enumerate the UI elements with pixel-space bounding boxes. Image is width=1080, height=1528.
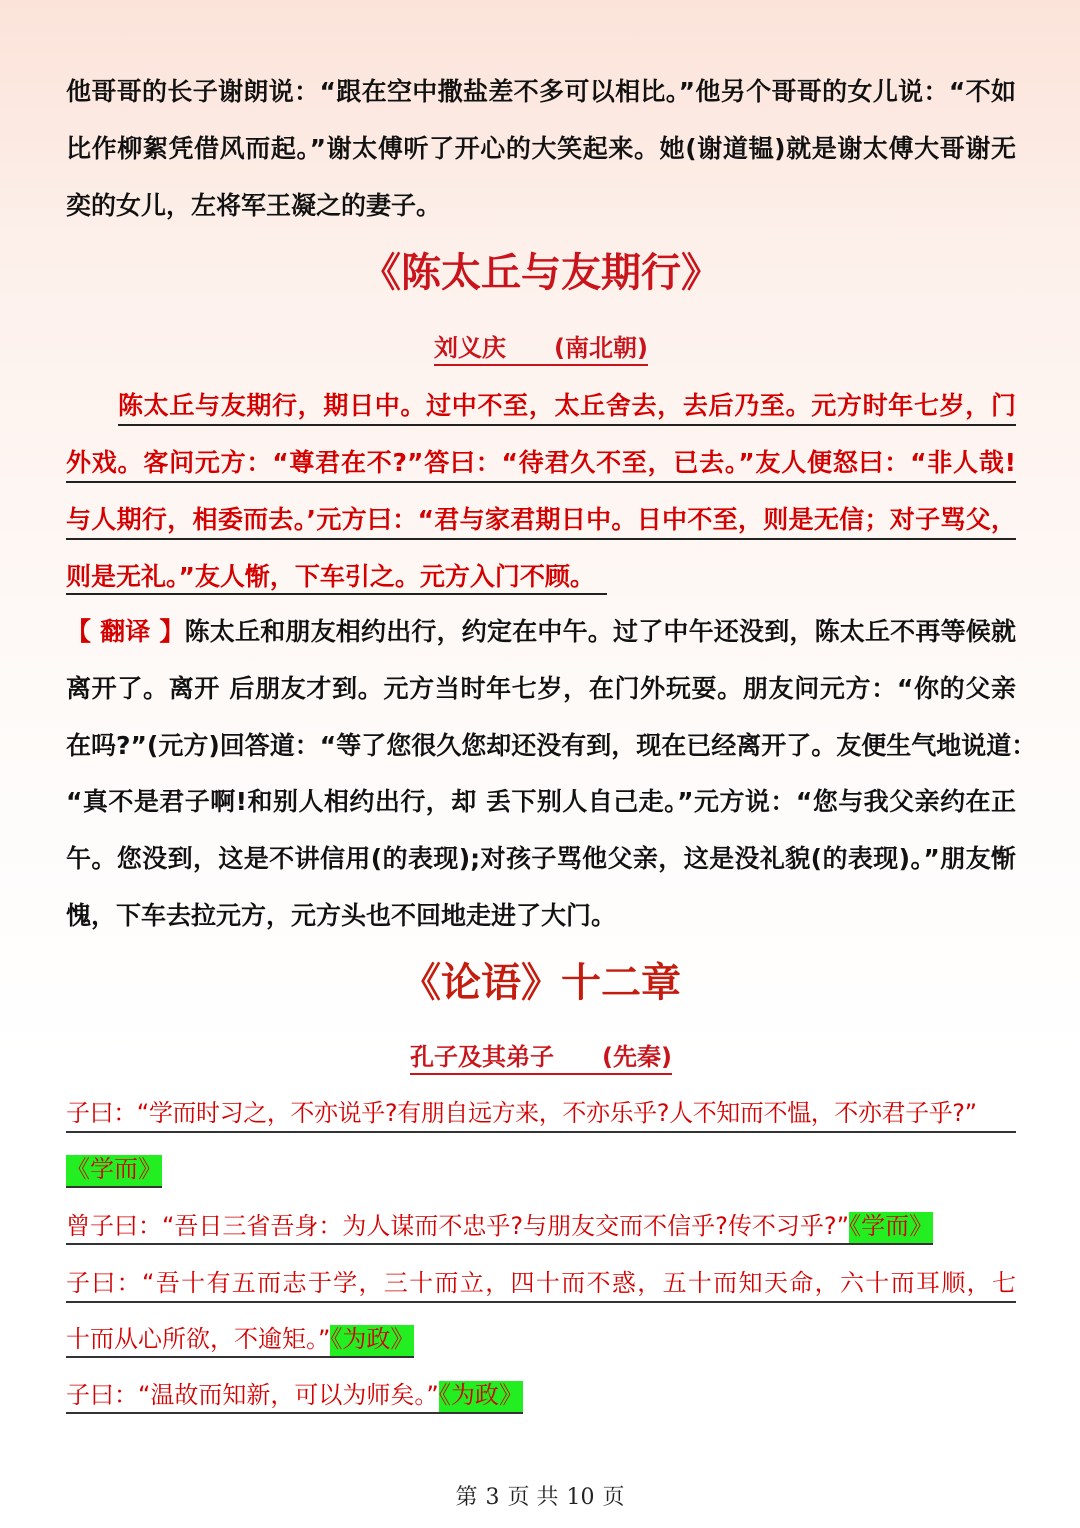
translation-line: 在吗?”(元方)回答道：“等了您很久您却还没有到，现在已经离开了。友便生气地说道： [66,731,1037,760]
intro-line: 他哥哥的长子谢朗说：“跟在空中撒盐差不多可以相比。”他另个哥哥的女儿说：“不如 [66,77,1016,106]
quote-source: 《学而》 [849,1212,933,1245]
quote-source: 《为政》 [439,1381,523,1414]
quote-line: 子曰：“温故而知新，可以为师矣。”《为政》 [66,1380,523,1410]
classical-text-line: 与人期行，相委而去。’元方曰：“君与家君期日中。日中不至，则是无信；对子骂父， [66,504,1016,540]
quote-source-row [66,1154,162,1184]
classical-text-line: 陈太丘与友期行，期日中。过中不至，太丘舍去，去后乃至。元方时年七岁，门 [118,390,1016,426]
section-title: 《陈太丘与友期行》 [361,249,721,296]
quote-line: 子曰：“吾十有五而志于学，三十而立，四十而不惑，五十而知天命，六十而耳顺，七 [66,1268,1016,1303]
section-title: 《论语》十二章 [401,959,681,1006]
quote-line: 曾子曰：“吾日三省吾身：为人谋而不忠乎?与朋友交而不信乎?传不习乎?”《学而》 [66,1211,933,1241]
translation-line: “真不是君子啊!和别人相约出行，却 丢下别人自己走。”元方说：“您与我父亲约在正 [66,787,1016,816]
section-author: 孔子及其弟子 (先秦) [66,1042,1016,1072]
translation-line: 【 翻译 】陈太丘和朋友相约出行，约定在中午。过了中午还没到，陈太丘不再等候就 [66,617,1016,646]
quote-line: 十而从心所欲，不逾矩。”《为政》 [66,1324,414,1354]
translation-label: 【 翻译 】 [66,617,185,646]
page-footer: 第 3 页 共 10 页 [455,1485,625,1510]
quote-source: 《学而》 [66,1155,162,1188]
section-author: 刘义庆 (南北朝) [66,333,1016,363]
intro-line: 比作柳絮凭借风而起。”谢太傅听了开心的大笑起来。她(谢道韫)就是谢太傅大哥谢无 [66,134,1016,163]
page-number: 3 [485,1485,500,1510]
classical-text-line: 外戏。客问元方：“尊君在不?”答曰：“待君久不至，已去。”友人便怒曰：“非人哉! [66,447,1016,483]
quote-line: 子曰：“学而时习之，不亦说乎?有朋自远方来，不亦乐乎?人不知而不愠，不亦君子乎?” [66,1098,1016,1133]
translation-line: 离开了。离开 后朋友才到。元方当时年七岁，在门外玩耍。朋友问元方：“你的父亲 [66,674,1016,703]
page-total: 10 [566,1485,595,1510]
translation-line: 午。您没到，这是不讲信用(的表现);对孩子骂他父亲，这是没礼貌(的表现)。”朋友惭 [66,844,1016,873]
classical-text-line: 则是无礼。”友人惭，下车引之。元方入门不顾。 [66,561,607,593]
quote-source: 《为政》 [330,1325,414,1358]
intro-line: 奕的女儿，左将军王凝之的妻子。 [66,191,442,220]
translation-line: 愧，下车去拉元方，元方头也不回地走进了大门。 [66,901,617,930]
